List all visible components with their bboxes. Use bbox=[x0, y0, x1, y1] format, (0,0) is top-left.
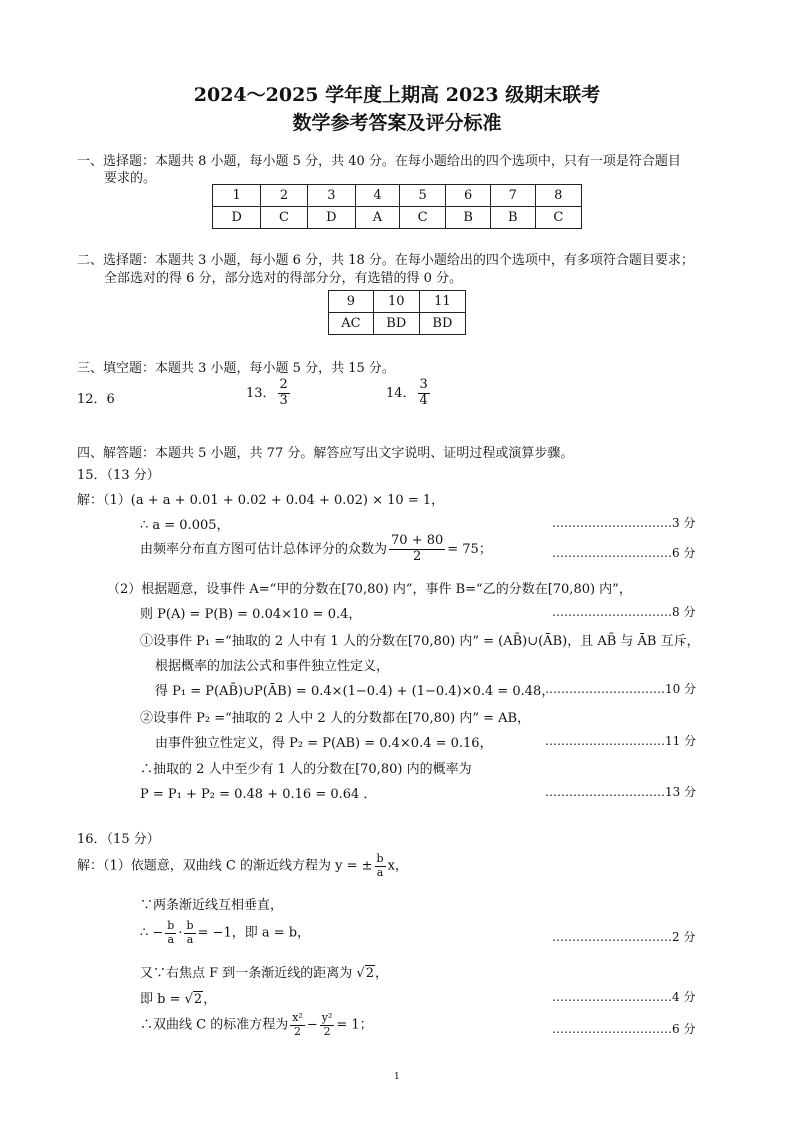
q16-line3-sign: ∴ − bbox=[140, 925, 164, 941]
table1-question-number-8: 8 bbox=[535, 185, 581, 207]
q16-frac1-numerator: b bbox=[167, 919, 175, 932]
q16-line1 bbox=[77, 853, 408, 879]
answer-table-1 bbox=[212, 184, 582, 229]
q15-line10: 由事件独立性定义，得 P₂ = P(AB) = 0.4×0.4 = 0.16， bbox=[155, 736, 493, 751]
q15-line1: 解：（1）(a + a + 0.01 + 0.02 + 0.04 + 0.02) × 10 = 1， bbox=[77, 493, 445, 508]
q16-line5-radicand: 2 bbox=[193, 992, 203, 1007]
table1-answer-7: B bbox=[490, 207, 535, 229]
q16-line1-text: 解：（1）依题意，双曲线 C 的渐近线方程为 y = ± bbox=[77, 858, 373, 874]
q15-line7: 根据概率的加法公式和事件独立性定义， bbox=[155, 659, 390, 674]
q16-score-4: …………………………4 分 bbox=[552, 990, 696, 1004]
table2-answer-1: AC bbox=[329, 313, 374, 335]
q16-y2-denominator: 2 bbox=[323, 1024, 331, 1038]
q15-line2: ∴ a = 0.005， bbox=[140, 518, 230, 533]
q15-heading: 15．（13 分） bbox=[77, 468, 160, 483]
q15-line3-text: 由频率分布直方图可估计总体评分的众数为 bbox=[140, 541, 388, 557]
table1-question-number-2: 2 bbox=[261, 185, 307, 207]
q16-frac2-numerator: b bbox=[186, 919, 194, 932]
q15-line3 bbox=[140, 534, 492, 565]
section1-intro-line2: 要求的。 bbox=[104, 171, 157, 186]
page-number: 1 bbox=[394, 1072, 400, 1082]
q15-line9: ②设事件 P₂ =“抽取的 2 人中 2 人的分数都在[70,80) 内” = AB， bbox=[140, 711, 531, 726]
page-subtitle: 数学参考答案及评分标准 bbox=[292, 112, 502, 134]
table2-answer-2: BD bbox=[373, 313, 419, 335]
table1-answer-4: A bbox=[356, 207, 400, 229]
table2-answer-3: BD bbox=[419, 313, 465, 335]
q16-line2: ∵两条渐近线互相垂直， bbox=[140, 898, 284, 913]
table1-question-number-3: 3 bbox=[307, 185, 355, 207]
section2-intro-line1: 二、选择题：本题共 3 小题，每小题 6 分，共 18 分。在每小题给出的四个选项中，有多项符合题目要求； bbox=[77, 253, 694, 268]
answer-table-2 bbox=[328, 290, 466, 335]
table1-question-number-7: 7 bbox=[490, 185, 535, 207]
q15-score-13: …………………………13 分 bbox=[545, 785, 697, 799]
section1-intro-line1: 一、选择题：本题共 8 小题，每小题 5 分，共 40 分。在每小题给出的四个选项中，只有一项是符合题目 bbox=[77, 154, 681, 169]
q15-score-6: …………………………6 分 bbox=[552, 546, 696, 560]
table1-answer-1: D bbox=[213, 207, 261, 229]
q15-line6: ①设事件 P₁ =“抽取的 2 人中有 1 人的分数在[70,80) 内” = (AB̄)∪(ĀB)，且 AB̄ 与 ĀB 互斥， bbox=[140, 634, 700, 649]
q16-line6-result: = 1； bbox=[336, 1017, 373, 1033]
table1-answer-6: B bbox=[446, 207, 491, 229]
answer-13-denominator: 3 bbox=[279, 392, 288, 408]
table1-answer-5: C bbox=[399, 207, 445, 229]
page-title: 2024～2025 学年度上期高 2023 级期末联考 bbox=[193, 84, 601, 106]
answer-12: 12．6 bbox=[77, 392, 115, 407]
q16-frac1-denominator: a bbox=[167, 932, 175, 946]
q15-score-3: …………………………3 分 bbox=[552, 516, 696, 530]
table1-question-number-1: 1 bbox=[213, 185, 261, 207]
q16-line1-end: x， bbox=[387, 858, 408, 874]
q16-line4-end: ， bbox=[375, 966, 389, 981]
table1-answer-8: C bbox=[535, 207, 581, 229]
q15-line3-result: = 75； bbox=[447, 541, 492, 557]
answer-14-numerator: 3 bbox=[419, 377, 428, 392]
q16-score-6: …………………………6 分 bbox=[552, 1022, 696, 1036]
q15-score-10: …………………………10 分 bbox=[545, 682, 697, 696]
table1-question-number-5: 5 bbox=[399, 185, 445, 207]
q16-y2-numerator: y² bbox=[321, 1011, 333, 1024]
q16-line6-text: ∴双曲线 C 的标准方程为 bbox=[140, 1017, 289, 1033]
q16-line6: ∴双曲线 C 的标准方程为 $\frac{\text{x²}}{2}$ − $\frac{\text{y²}}{2}$ = 1； bbox=[140, 1011, 373, 1038]
q15-line12: P = P₁ + P₂ = 0.48 + 0.16 = 0.64 ． bbox=[140, 787, 377, 802]
q16-x2-denominator: 2 bbox=[294, 1024, 302, 1038]
q16-frac2-denominator: a bbox=[186, 932, 194, 946]
answer-13 bbox=[246, 378, 292, 409]
q16-line3-result: = −1，即 a = b， bbox=[197, 925, 311, 941]
q16-line4-text: 又∵右焦点 F 到一条渐近线的距离为 bbox=[140, 966, 357, 981]
table2-question-number-3: 11 bbox=[419, 291, 465, 313]
table2-question-number-1: 9 bbox=[329, 291, 374, 313]
answer-13-label: 13． bbox=[246, 385, 276, 401]
q16-slope-denominator: a bbox=[376, 865, 384, 879]
table1-question-number-4: 4 bbox=[356, 185, 400, 207]
q16-heading: 16．（15 分） bbox=[77, 832, 160, 847]
q16-line3: ∴ − $\frac{b}{a}$ · $\frac{b}{a}$ = −1，即 a = b， bbox=[140, 919, 311, 946]
q16-line5-end: ， bbox=[203, 992, 217, 1007]
q15-line5: 则 P(A) = P(B) = 0.04×10 = 0.4， bbox=[140, 607, 362, 622]
table1-answer-3: D bbox=[307, 207, 355, 229]
q16-line5-text: 即 b = bbox=[140, 992, 185, 1007]
q16-line4: 又∵右焦点 F 到一条渐近线的距离为 √2， bbox=[140, 966, 389, 981]
q15-score-11: …………………………11 分 bbox=[545, 734, 697, 748]
answer-13-numerator: 2 bbox=[279, 377, 288, 392]
q15-mode-numerator: 70 + 80 bbox=[391, 533, 444, 548]
answer-14-label: 14． bbox=[386, 385, 416, 401]
table1-answer-2: C bbox=[261, 207, 307, 229]
section2-intro-line2: 全部选对的得 6 分，部分选对的得部分分，有选错的得 0 分。 bbox=[104, 271, 463, 286]
q16-slope-numerator: b bbox=[376, 852, 384, 865]
table2-question-number-2: 10 bbox=[373, 291, 419, 313]
table1-question-number-6: 6 bbox=[446, 185, 491, 207]
section3-intro: 三、填空题：本题共 3 小题，每小题 5 分，共 15 分。 bbox=[77, 361, 395, 376]
section4-intro: 四、解答题：本题共 5 小题，共 77 分。解答应写出文字说明、证明过程或演算步骤。 bbox=[77, 446, 574, 461]
q16-line5: 即 b = √2， bbox=[140, 992, 217, 1007]
q15-line4: （2）根据题意，设事件 A=“甲的分数在[70,80) 内”，事件 B=“乙的分数在[70,80) 内”， bbox=[107, 582, 632, 597]
q15-line8: 得 P₁ = P(AB̄)∪P(ĀB) = 0.4×(1−0.4) + (1−0.4)×0.4 = 0.48， bbox=[155, 684, 555, 699]
q15-line11: ∴抽取的 2 人中至少有 1 人的分数在[70,80) 内的概率为 bbox=[140, 762, 472, 777]
q16-x2-numerator: x² bbox=[292, 1011, 303, 1024]
answer-14-denominator: 4 bbox=[419, 392, 428, 408]
q15-mode-denominator: 2 bbox=[413, 548, 422, 564]
q16-score-2: …………………………2 分 bbox=[552, 930, 696, 944]
q16-line4-radicand: 2 bbox=[365, 966, 374, 981]
answer-14 bbox=[386, 378, 432, 409]
q15-score-8: …………………………8 分 bbox=[552, 605, 696, 619]
